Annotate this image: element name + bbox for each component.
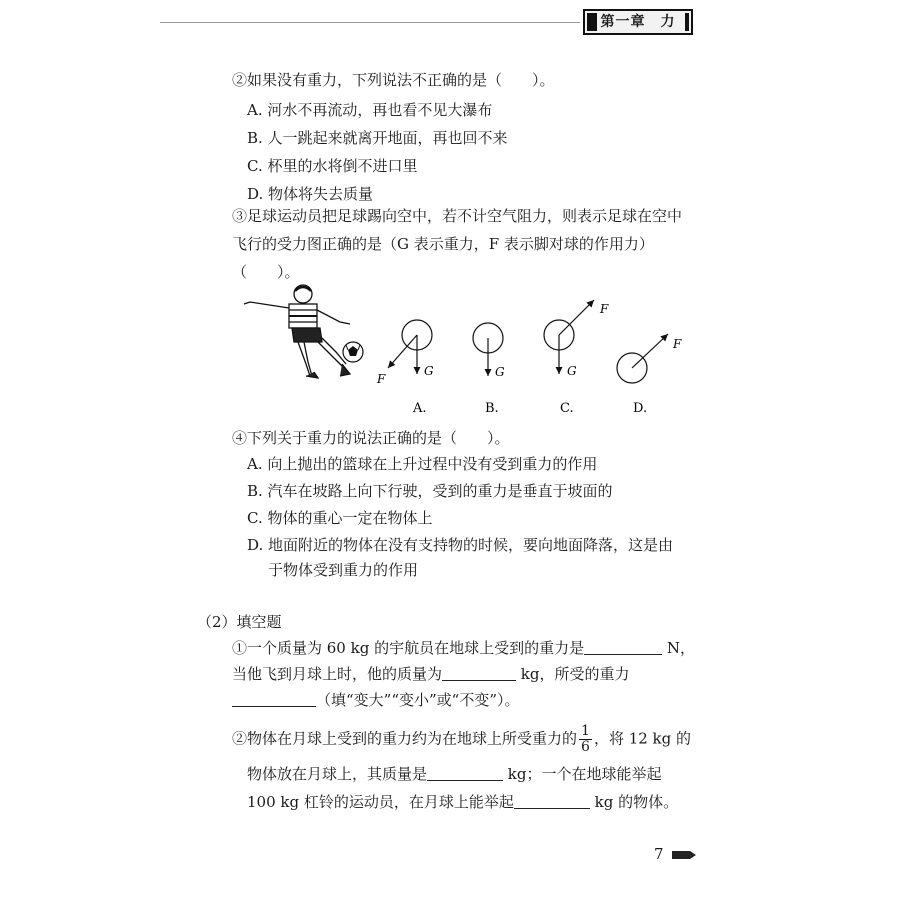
chapter-title: 第一章 力 — [600, 14, 676, 30]
fill-q2-text-e: 100 kg 杠铃的运动员，在月球上能举起 — [247, 793, 514, 811]
q4-option-b: B. 汽车在坡路上向下行驶，受到的重力是垂直于坡面的 — [247, 482, 613, 500]
soccer-ball — [343, 342, 363, 362]
fill-q1-text-c: 当他飞到月球上时，他的质量为 — [232, 665, 443, 683]
diagram-option-a — [376, 320, 434, 416]
fill-q2-text-b: ，将 12 kg 的 — [593, 729, 692, 748]
header-bar-right — [685, 13, 689, 31]
fill-q1-line3 — [232, 690, 520, 710]
chapter-header — [583, 9, 693, 35]
fill-q1-text-d: kg，所受的重力 — [516, 665, 630, 683]
q3-stem-line1: ③足球运动员把足球踢向空中，若不计空气阻力，则表示足球在空中 — [232, 207, 683, 225]
page-number: 7 — [654, 845, 664, 863]
label-f-c: F — [600, 302, 609, 316]
q3-stem-line2: 飞行的受力图正确的是（G 表示重力，F 表示脚对球的作用力） — [232, 235, 654, 253]
fill-q1-text-e: （填“变大”“变小”或“不变”）。 — [316, 691, 520, 709]
q4-option-c: C. 物体的重心一定在物体上 — [247, 509, 433, 527]
fill-q2-line2 — [247, 764, 661, 784]
option-a-label: A. — [413, 401, 427, 416]
fraction-numerator: 1 — [581, 723, 590, 739]
fill-q2-line3 — [247, 792, 678, 812]
label-g-b: G — [495, 365, 505, 379]
fill-q2-text-c: 物体放在月球上，其质量是 — [247, 765, 428, 783]
diagram-option-d — [617, 334, 682, 416]
fill-q2-text-f: kg 的物体。 — [589, 793, 679, 811]
diagram-option-b — [473, 323, 505, 416]
q2-option-d: D. 物体将失去质量 — [247, 185, 374, 203]
option-b-label: B. — [485, 401, 499, 416]
fill-q2-text-a: ②物体在月球上受到的重力约为在地球上所受重力的 — [232, 729, 578, 748]
blank-moon-object-mass[interactable] — [427, 764, 503, 781]
q2-option-a: A. 河水不再流动，再也看不见大瀑布 — [247, 101, 493, 119]
fraction-denominator: 6 — [581, 739, 590, 755]
diagram-option-c — [544, 300, 609, 416]
q3-stem-line3: （ ）。 — [232, 263, 300, 281]
header-bar-left — [587, 13, 597, 31]
blank-moon-mass[interactable] — [442, 664, 516, 681]
label-g-a: G — [424, 364, 434, 378]
q4-option-d-line2: 于物体受到重力的作用 — [268, 561, 419, 579]
q4-stem: ④下列关于重力的说法正确的是（ ）。 — [232, 429, 510, 447]
soccer-player-illustration — [244, 285, 350, 378]
label-g-c: G — [567, 364, 577, 378]
q2-option-c: C. 杯里的水将倒不进口里 — [247, 157, 418, 175]
q4-option-d: D. 地面附近的物体在没有支持物的时候，要向地面降落，这是由 — [247, 536, 674, 554]
fill-q2-line1 — [232, 724, 691, 755]
q2-option-b: B. 人一跳起来就离开地面，再也回不来 — [247, 129, 508, 147]
fraction-one-sixth — [579, 724, 592, 755]
q4-option-a: A. 向上抛出的篮球在上升过程中没有受到重力的作用 — [247, 455, 598, 473]
fill-q2-text-d: kg；一个在地球能举起 — [503, 765, 662, 783]
fill-q1-line1 — [232, 638, 695, 658]
option-d-label: D. — [633, 401, 648, 416]
fill-section-title: （2）填空题 — [197, 613, 282, 631]
force-diagram-figure — [240, 280, 710, 420]
blank-gravity-change[interactable] — [232, 690, 316, 707]
blank-earth-gravity[interactable] — [584, 638, 662, 655]
fill-q1-line2 — [232, 664, 629, 684]
page-arrow-icon — [672, 849, 698, 861]
q2-stem: ②如果没有重力，下列说法不正确的是（ ）。 — [232, 71, 555, 89]
blank-moon-lift-mass[interactable] — [514, 792, 590, 809]
fill-q1-text-a: ①一个质量为 60 kg 的宇航员在地球上受到的重力是 — [232, 639, 585, 657]
label-f-d: F — [673, 337, 682, 351]
label-f-a: F — [377, 372, 386, 386]
header-rule — [160, 22, 580, 23]
option-c-label: C. — [560, 401, 574, 416]
fill-q1-text-b: N， — [662, 639, 695, 657]
